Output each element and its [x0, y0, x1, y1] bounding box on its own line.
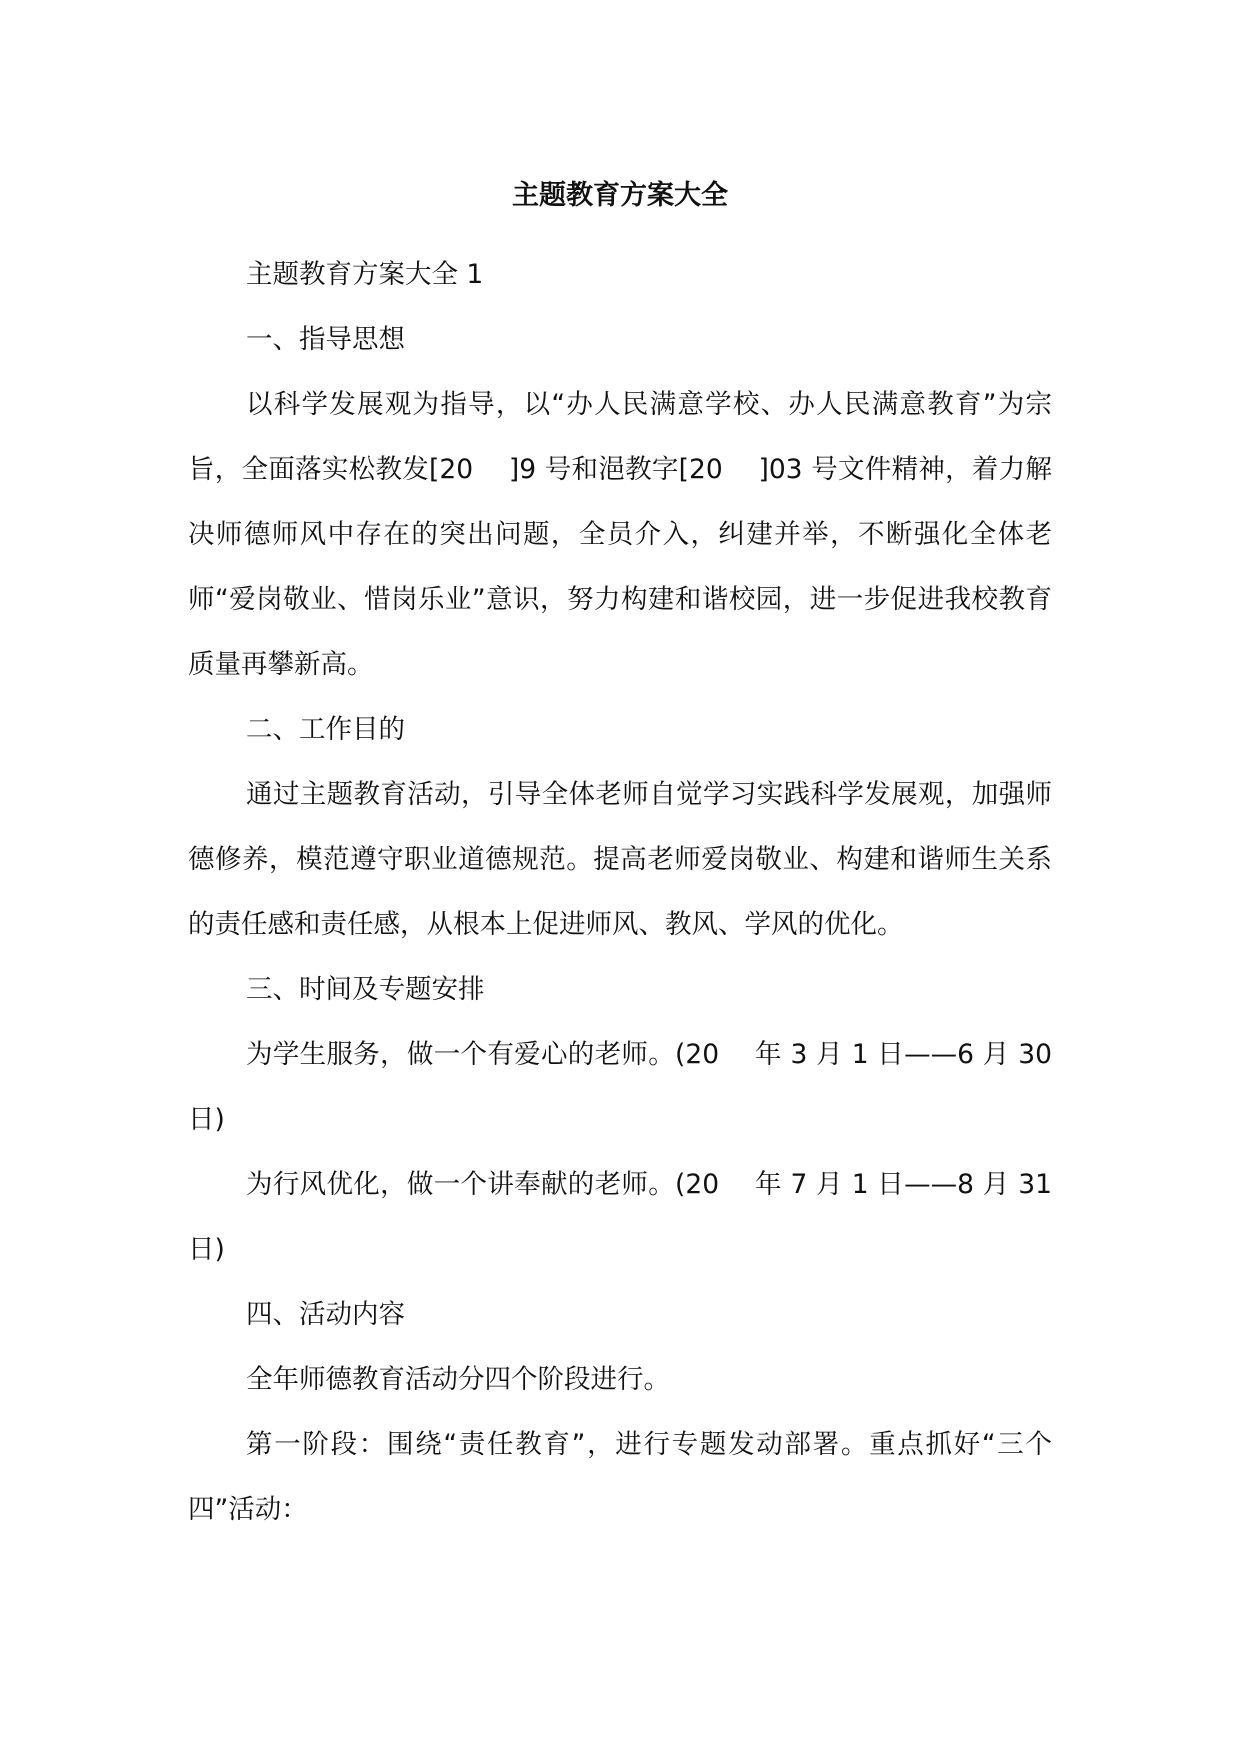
body-paragraph: 以科学发展观为指导，以“办人民满意学校、办人民满意教育”为宗旨，全面落实松教发[20 ]9 号和浥教字[20 ]03 号文件精神，着力解决师德师风中存在的突出问题，全员介入，纠建并举，不断强化全体老师“爱岗敬业、惜岗乐业”意识，努力构建和谐校园，进一步促进我校教育质量再攀新高。 — [188, 389, 1052, 680]
section-heading: 三、时间及专题安排 — [246, 974, 485, 1005]
document-body — [188, 242, 1052, 1542]
section-heading: 四、活动内容 — [246, 1299, 405, 1330]
body-paragraph: 为行风优化，做一个讲奉献的老师。(20 年 7 月 1 日——8 月 31 日) — [188, 1169, 1052, 1265]
section-heading: 二、工作目的 — [246, 714, 405, 745]
section-heading: 一、指导思想 — [246, 324, 405, 355]
body-paragraph: 第一阶段：围绕“责任教育”，进行专题发动部署。重点抓好“三个四”活动： — [188, 1429, 1052, 1525]
body-paragraph: 全年师德教育活动分四个阶段进行。 — [246, 1364, 670, 1395]
body-paragraph: 为学生服务，做一个有爱心的老师。(20 年 3 月 1 日——6 月 30 日) — [188, 1039, 1052, 1135]
document-title: 主题教育方案大全 — [512, 180, 728, 211]
body-paragraph: 通过主题教育活动，引导全体老师自觉学习实践科学发展观，加强师德修养，模范遵守职业道德规范。提高老师爱岗敬业、构建和谐师生关系的责任感和责任感，从根本上促进师风、教风、学风的优化。 — [188, 779, 1052, 940]
section-heading: 主题教育方案大全 1 — [246, 259, 484, 290]
